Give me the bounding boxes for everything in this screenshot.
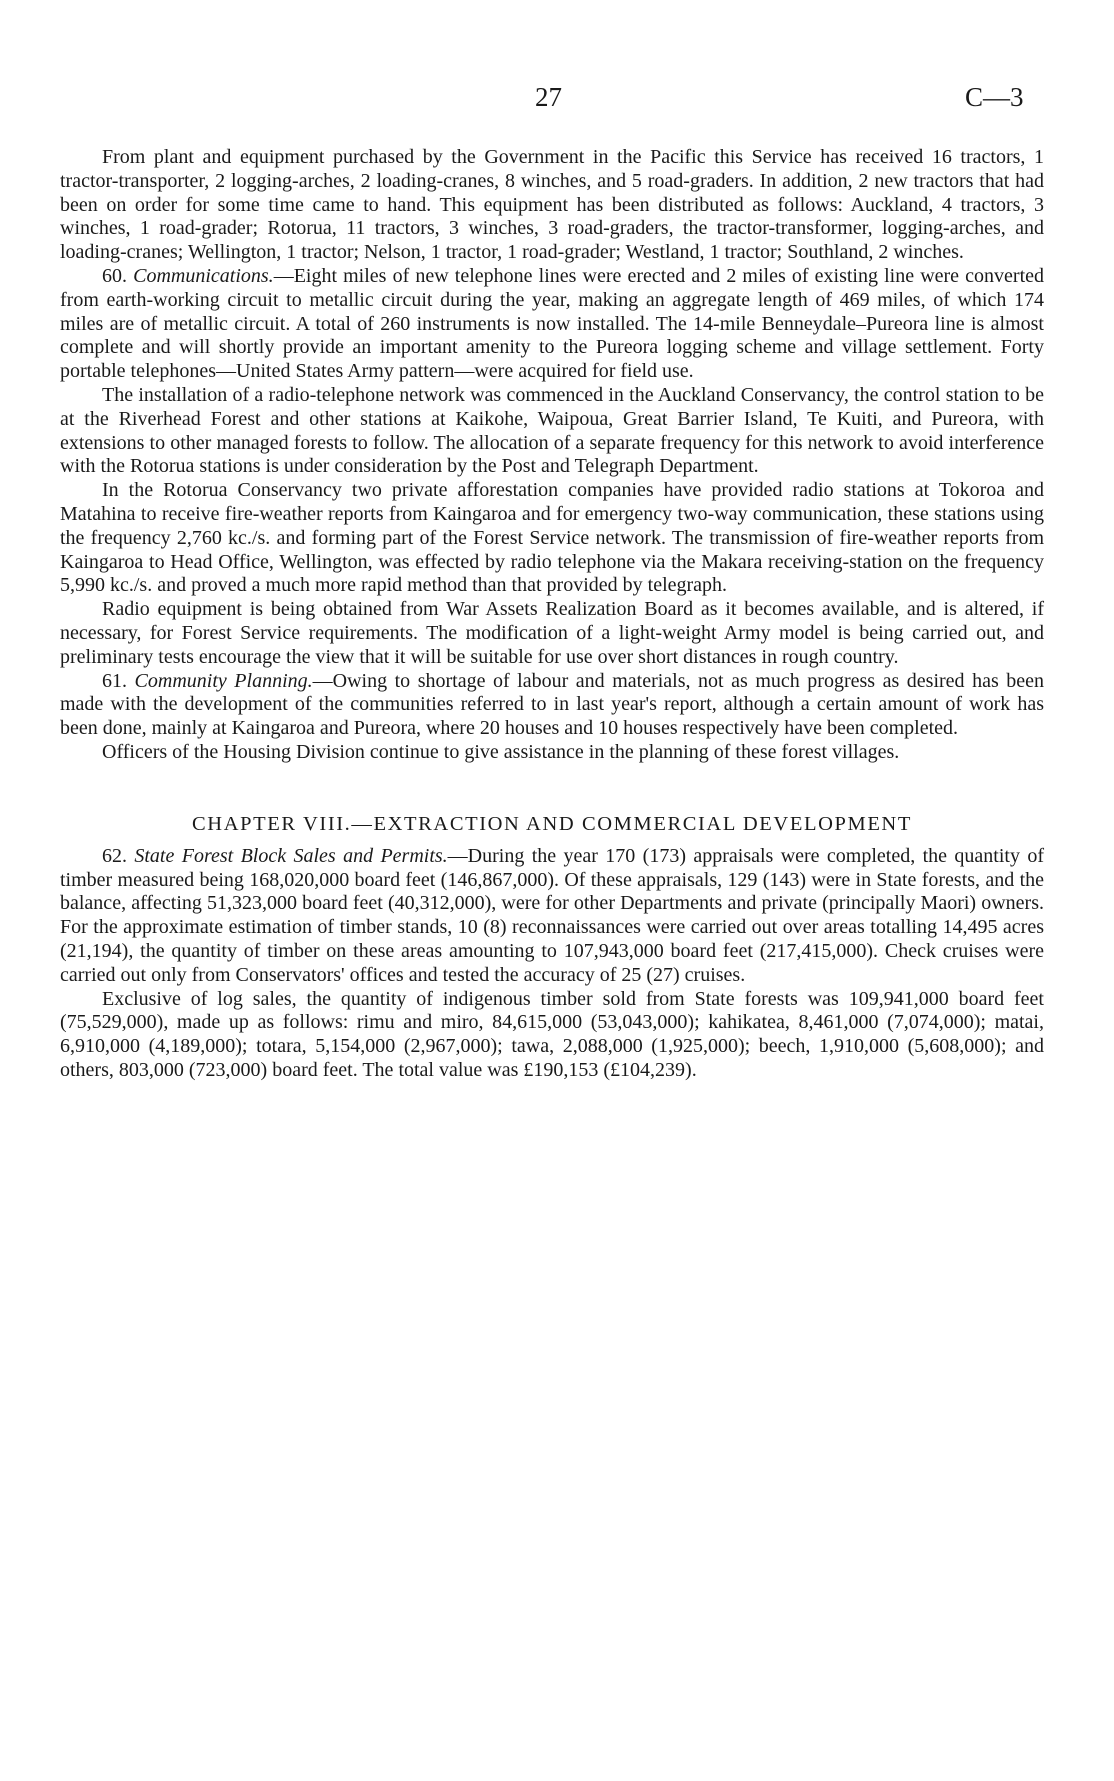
section-number: 62. — [102, 844, 127, 867]
section-title-community-planning: Community Planning. — [134, 669, 313, 692]
paragraph-radio-equipment: Radio equipment is being obtained from War Assets Realization Board as it becomes available, and is altered, if necessary, for Forest Service requirements. The modification of a light-weight Army model is being carried out, and preliminary tests encourage the view that it will be suitable for use over short distances in rough country. — [60, 598, 1044, 668]
document-reference: C—3 — [965, 82, 1024, 112]
paragraph-plant-equipment: From plant and equipment purchased by the Government in the Pacific this Service has received 16 tractors, 1 tractor-transporter, 2 logging-arches, 2 loading-cranes, 8 winches, and 5 road-graders. In addition, 2 new tractors that had been on order for some time came to hand. This equipment has been distributed as follows: Auckland, 4 tractors, 3 winches, 1 road-grader; Rotorua, 11 tractors, 3 winches, 3 road-graders, the tractor-transformer, logging-arches, and loading-cranes; Wellington, 1 tractor; Nelson, 1 tractor, 1 road-grader; Westland, 1 tractor; Southland, 2 winches. — [60, 146, 1044, 264]
page-number: 27 — [535, 82, 562, 112]
section-text: —During the year 170 (173) appraisals were completed, the quantity of timber measured being 168,020,000 board feet (146,867,000). Of these appraisals, 129 (143) were in State forests, and the balance, affecting 51,323,000 board feet (40,312,000), were for other Departments and private (principally Maori) owners. For the approximate estimation of timber stands, 10 (8) reconnaissances were carried out over areas totalling 14,495 acres (21,194), the quantity of timber on these areas amounting to 107,943,000 board feet (217,415,000). Check cruises were carried out only from Conservators' offices and tested the accuracy of 25 (27) cruises. — [60, 844, 1044, 986]
section-number: 60. — [102, 264, 127, 287]
paragraph-indigenous-timber: Exclusive of log sales, the quantity of indigenous timber sold from State forests was 109,941,000 board feet (75,529,000), made up as follows: rimu and miro, 84,615,000 (53,043,000); kahikatea, 8,461,000 (7,074,000); matai, 6,910,000 (4,189,000); totara, 5,154,000 (2,967,000); tawa, 2,088,000 (1,925,000); beech, 1,910,000 (5,608,000); and others, 803,000 (723,000) board feet. The total value was £190,153 (£104,239). — [60, 987, 1044, 1081]
paragraph-communications — [60, 265, 1044, 384]
page-body — [60, 146, 1044, 1083]
paragraph-radio-network: The installation of a radio-telephone network was commenced in the Auckland Conservancy, the control station to be at the Riverhead Forest and other stations at Kaikohe, Waipoua, Great Barrier Island, Te Kuiti, and Pureora, with extensions to other managed forests to follow. The allocation of a separate frequency for this network to avoid interference with the Rotorua stations is under consideration by the Post and Telegraph Department. — [60, 383, 1044, 478]
section-title-communications: Communications. — [133, 264, 274, 287]
section-number: 61. — [102, 669, 127, 692]
paragraph-rotorua-radio: In the Rotorua Conservancy two private afforestation companies have provided radio stations at Tokoroa and Matahina to receive fire-weather reports from Kaingaroa and for emergency two-way communication, these stations using the frequency 2,760 kc./s. and forming part of the Forest Service network. The transmission of fire-weather reports from Kaingaroa to Head Office, Wellington, was effected by radio telephone via the Makara receiving-station on the frequency 5,990 kc./s. and proved a much more rapid method than that provided by telegraph. — [60, 479, 1044, 597]
paragraph-housing-division: Officers of the Housing Division continue to give assistance in the planning of these forest villages. — [102, 740, 900, 763]
section-title-block-sales: State Forest Block Sales and Permits. — [134, 844, 448, 867]
paragraph-block-sales — [60, 845, 1044, 988]
chapter-heading: CHAPTER VIII.—EXTRACTION AND COMMERCIAL DEVELOPMENT — [192, 812, 912, 835]
page-header — [0, 82, 1114, 122]
section-text: —Eight miles of new telephone lines were erected and 2 miles of existing line were converted from earth-working circuit to metallic circuit during the year, making an aggregate length of 469 miles, of which 174 miles are of metallic circuit. A total of 260 instruments is now installed. The 14-mile Benneydale–Pureora line is almost complete and will shortly provide an important amenity to the Pureora logging scheme and village settlement. Forty portable telephones—United States Army pattern—were acquired for field use. — [60, 264, 1045, 383]
paragraph-community-planning — [60, 670, 1044, 741]
section-text: —Owing to shortage of labour and materials, not as much progress as desired has been made with the development of the communities referred to in last year's report, although a certain amount of work has been done, mainly at Kaingaroa and Pureora, where 20 houses and 10 houses respectively have been completed. — [60, 669, 1045, 740]
